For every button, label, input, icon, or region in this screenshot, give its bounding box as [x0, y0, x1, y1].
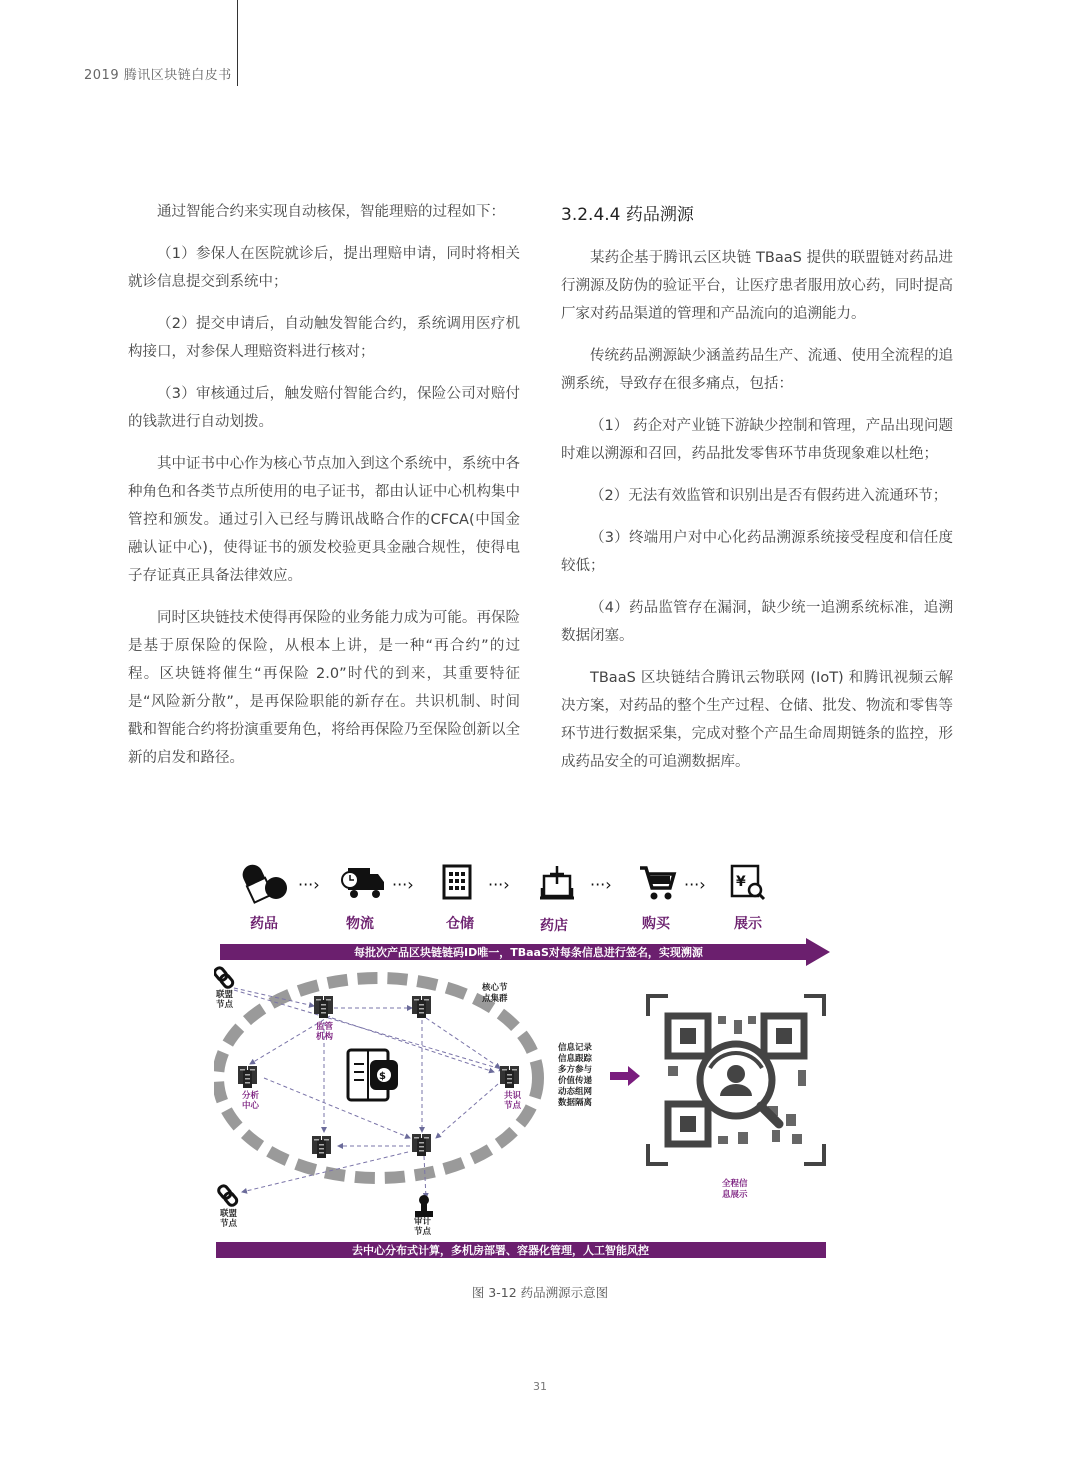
consensus-server-icon: [500, 1066, 519, 1088]
flow-arrow-icon: ···›: [488, 875, 510, 894]
paragraph: （1）参保人在医院就诊后，提出理赔申请，同时将相关就诊信息提交到系统中；: [128, 246, 520, 290]
price-display-icon: [732, 866, 764, 899]
paragraph: （2）提交申请后，自动触发智能合约，系统调用医疗机构接口，对参保人理赔资料进行核对；: [128, 316, 520, 360]
flow-step-label: 展示: [734, 916, 762, 932]
node-label: 节点: [216, 1000, 234, 1010]
bottom-banner-text: 去中心分布式计算，多机房部署、容器化管理，人工智能风控: [352, 1244, 649, 1257]
delivery-truck-icon: [342, 868, 384, 898]
top-banner-text: 每批次产品区块链链码ID唯一，TBaaS对每条信息进行签名，实现溯源: [354, 946, 703, 959]
node-label: 共识: [504, 1091, 522, 1101]
flow-step-label: 药品: [250, 916, 278, 932]
feature-item: 数据隔离: [558, 1098, 593, 1108]
node-label: 中心: [242, 1101, 260, 1111]
chain-link-icon: [217, 1184, 238, 1207]
traceability-diagram: [214, 850, 834, 1262]
arrow-right-icon: [610, 1066, 640, 1086]
node-label: 审计: [414, 1217, 432, 1227]
right-column: [561, 198, 953, 790]
core-cluster-label: 点集群: [482, 994, 508, 1004]
server-icon: [312, 1136, 331, 1158]
core-server-icon: [412, 996, 431, 1018]
qr-code-scan-icon: [648, 996, 824, 1164]
flow-step-label: 购买: [642, 916, 670, 932]
node-label: 联盟: [216, 990, 234, 1000]
feature-item: 信息跟踪: [558, 1054, 593, 1064]
flow-arrow-icon: ···›: [684, 875, 706, 894]
pharmacy-icon: [540, 866, 574, 898]
qr-caption: 全程信: [722, 1179, 748, 1189]
node-label: 节点: [220, 1219, 238, 1229]
bottom-banner: [216, 1242, 826, 1258]
flow-arrow-icon: ···›: [590, 875, 612, 894]
paragraph: （3）终端用户对中心化药品溯源系统接受程度和信任度较低；: [561, 530, 953, 574]
core-cluster-label: 核心节: [482, 983, 508, 993]
qr-caption: 息展示: [722, 1190, 748, 1200]
feature-item: 动态组网: [558, 1087, 593, 1097]
flow-step-label: 药店: [540, 918, 568, 934]
certificate-book-icon: [348, 1050, 398, 1100]
page-number: 31: [533, 1380, 547, 1393]
feature-item: 信息记录: [558, 1043, 593, 1053]
node-label: 节点: [414, 1227, 432, 1237]
audit-stamp-icon: [415, 1195, 433, 1217]
feature-item: 价值传递: [558, 1076, 593, 1086]
node-label: 分析: [242, 1091, 260, 1101]
paragraph: 同时区块链技术使得再保险的业务能力成为可能。再保险是基于原保险的保险，从根本上讲，是一种“再合约”的过程。区块链将催生“再保险 2.0”时代的到来，其重要特征是“风险新分散”，是再保险职能的新存在。共识机制、时间戳和智能合约将扮演重要角色，将给再保险乃至保险创新以全新的启发和路径。: [128, 610, 520, 766]
node-label: 机构: [316, 1032, 334, 1042]
flow-step-label: 仓储: [446, 916, 474, 932]
paragraph: 其中证书中心作为核心节点加入到这个系统中，系统中各种角色和各类节点所使用的电子证书，都由认证中心机构集中管控和颁发。通过引入已经与腾讯战略合作的CFCA(中国金融认证中心)，使得证书的颁发校验更具金融合规性，使得电子存证真正具备法律效应。: [128, 456, 520, 584]
header-divider: [237, 0, 238, 86]
paragraph: 传统药品溯源缺少涵盖药品生产、流通、使用全流程的追溯系统，导致存在很多痛点，包括：: [561, 348, 953, 392]
feature-list: [558, 1042, 593, 1108]
paragraph: （2）无法有效监管和识别出是否有假药进入流通环节；: [590, 488, 948, 504]
shopping-cart-icon: [640, 868, 674, 900]
section-title: 3.2.4.4 药品溯源: [561, 205, 694, 225]
server-icon: [412, 1134, 431, 1156]
flow-step-label: 物流: [346, 916, 374, 932]
svg-text:$: $: [379, 1071, 386, 1082]
analysis-server-icon: [238, 1066, 257, 1088]
warehouse-icon: [444, 866, 470, 898]
left-column: [128, 198, 520, 786]
top-banner-arrow: [220, 938, 830, 966]
paragraph: 某药企基于腾讯云区块链 TBaaS 提供的联盟链对药品进行溯源及防伪的验证平台，让医疗患者服用放心药，同时提高厂家对药品渠道的管理和产品流向的追溯能力。: [561, 250, 953, 322]
paragraph: （3）审核通过后，触发赔付智能合约，保险公司对赔付的钱款进行自动划拨。: [128, 386, 520, 430]
node-label: 节点: [504, 1101, 522, 1111]
paragraph: （4）药品监管存在漏洞，缺少统一追溯系统标准，追溯数据闭塞。: [561, 600, 953, 644]
flow-arrow-icon: ···›: [392, 875, 414, 894]
paragraph: TBaaS 区块链结合腾讯云物联网 (IoT) 和腾讯视频云解决方案，对药品的整个生产过程、仓储、批发、物流和零售等环节进行数据采集，完成对整个产品生命周期链条的监控，形成药品安全的可追溯数据库。: [561, 670, 953, 770]
paragraph: （1） 药企对产业链下游缺少控制和管理，产品出现问题时难以溯源和召回，药品批发零售环节串货现象难以杜绝；: [561, 418, 953, 462]
figure-caption: 图 3-12 药品溯源示意图: [471, 1285, 609, 1300]
feature-item: 多方参与: [558, 1065, 593, 1075]
node-label: 监管: [316, 1022, 334, 1032]
svg-text:¥: ¥: [736, 874, 746, 890]
node-label: 联盟: [220, 1209, 238, 1219]
chain-link-icon: [214, 966, 234, 989]
flow-arrow-icon: ···›: [298, 875, 320, 894]
paragraph: 通过智能合约来实现自动核保，智能理赔的过程如下：: [157, 204, 505, 220]
running-header: 2019 腾讯区块链白皮书: [84, 68, 232, 83]
pill-icon: [239, 861, 287, 902]
